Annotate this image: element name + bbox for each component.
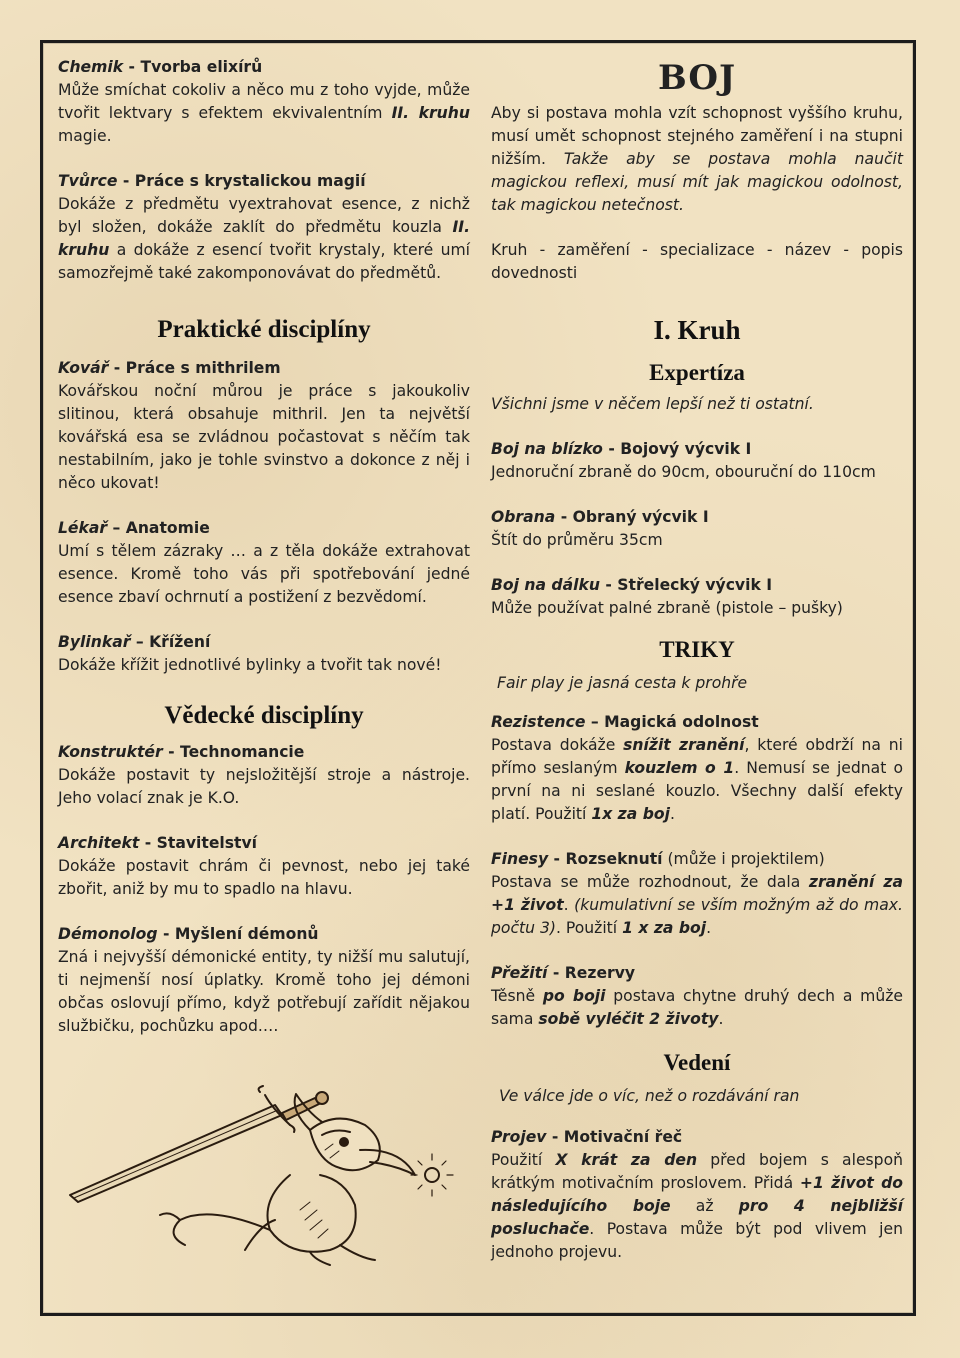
skill-name: Práce s mithrilem <box>125 359 281 377</box>
role-name: Finesy <box>491 850 549 868</box>
text-part: postava chytne druhý dech a může sama <box>491 987 903 1028</box>
text-part: . Použití <box>555 919 623 937</box>
role-name: Přežití <box>491 964 548 982</box>
expertiza-title: Expertíza <box>649 360 745 385</box>
text-part: . <box>706 919 712 937</box>
entry-text: Může používat palné zbraně (pistole – pušky) <box>491 599 843 617</box>
expertiza-motto: Všichni jsme v něčem lepší než ti ostatní. <box>491 395 814 413</box>
section-title-prakticke: Praktické disciplíny <box>157 316 371 343</box>
entry-chemik: Chemik - Tvorba elixírů Může smíchat cokoliv a něco mu z toho vyjde, může tvořit lektvary s efektem ekvivalentním II. kruhu magie. <box>58 56 470 148</box>
text-emphasis: 1x za boj <box>591 805 670 823</box>
role-name: Tvůrce <box>58 172 118 190</box>
entry-bylinkar: Bylinkař – Křížení Dokáže křížit jednotlivé bylinky a tvořit tak nové! <box>58 631 470 677</box>
role-name: Chemik <box>58 58 124 76</box>
entry-boj-na-dalku: Boj na dálku - Střelecký výcvik I Může používat palné zbraně (pistole – pušky) <box>491 574 903 620</box>
text-part: Může smíchat cokoliv a něco mu z toho vyjde, může tvořit lektvary s efektem ekvivalentním <box>58 81 470 122</box>
entry-text: Kovářskou noční můrou je práce s jakoukoliv slitinou, která obsahuje mithril. Jen ta největší kovářská esa se zvládnou počastovat s něčím tak nestabilním, jako je tohle svinstvo a dokonce z něj i něco ukovat! <box>58 382 470 492</box>
role-name: Boj na blízko <box>491 440 603 458</box>
role-name: Rezistence <box>491 713 586 731</box>
entry-rezistence: Rezistence – Magická odolnost Postava dokáže snížit zranění, které obdrží na ni přímo seslaným kouzlem o 1. Nemusí se jednat o první na ni seslané kouzlo. Všechny další efekty platí. Použití 1x za boj. <box>491 711 903 826</box>
skill-name: Rezervy <box>564 964 636 982</box>
text-part: Postava se může rozhodnout, že dala <box>491 873 809 891</box>
entry-konstrukter: Konstruktér - Technomancie Dokáže postavit ty nejsložitější stroje a nástroje. Jeho volací znak je K.O. <box>58 741 470 810</box>
entry-text <box>491 871 903 940</box>
legend-text: Kruh - zaměření - specializace - název - popis dovednosti <box>491 241 903 282</box>
entry-projev: Projev - Motivační řeč Použití X krát za den před bojem s alespoň krátkým motivačním proslovem. Přidá +1 život do následujícího boje až pro 4 nejbližší posluchače. Postava může být pod vlivem jen jednoho projevu. <box>491 1126 903 1264</box>
entry-text <box>491 985 903 1031</box>
triky-motto: Fair play je jasná cesta k prohře <box>497 674 748 692</box>
role-name: Konstruktér <box>58 743 163 761</box>
skill-name: Práce s krystalickou magií <box>134 172 366 190</box>
vedeni-motto: Ve válce jde o víc, než o rozdávání ran <box>499 1087 800 1105</box>
page-title-boj: BOJ <box>657 58 737 98</box>
entry-text: Dokáže postavit ty nejsložitější stroje a nástroje. Jeho volací znak je K.O. <box>58 766 470 807</box>
text-part: před bojem s alespoň krátkým motivačním proslovem. Přidá <box>491 1151 903 1192</box>
text-part: . <box>563 896 575 914</box>
text-emphasis: zranění za +1 život <box>491 873 903 914</box>
text-part: magie. <box>58 127 112 145</box>
entry-boj-na-blizko: Boj na blízko - Bojový výcvik I Jednoruční zbraně do 90cm, obouruční do 110cm <box>491 438 903 484</box>
text-part: . <box>669 805 675 823</box>
text-emphasis: snížit zranění <box>623 736 745 754</box>
text-emphasis: II. kruhu <box>58 218 470 259</box>
vedeni-title: Vedení <box>663 1050 731 1075</box>
role-name: Lékař <box>58 519 108 537</box>
skill-name: Motivační řeč <box>563 1128 683 1146</box>
skill-name: Technomancie <box>180 743 305 761</box>
entry-text: Dokáže postavit chrám či pevnost, nebo jej také zbořit, aniž by mu to spadlo na hlavu. <box>58 857 470 898</box>
triky-title: TRIKY <box>659 637 735 662</box>
right-column <box>491 58 903 1286</box>
entry-text <box>58 79 470 148</box>
warrior-sketch-illustration <box>60 1080 460 1270</box>
skill-name: Bojový výcvik I <box>620 440 752 458</box>
entry-kovar: Kovář - Práce s mithrilem Kovářskou noční můrou je práce s jakoukoliv slitinou, která obsahuje mithril. Jen ta největší kovářská esa se zvládnou počastovat s něčím tak nestabilním, jako je tohle svinstvo a dokonce z něj i něco ukovat! <box>58 357 470 495</box>
text-emphasis: X krát za den <box>555 1151 698 1169</box>
text-emphasis: po boji <box>542 987 606 1005</box>
text-part: . Postava může být pod vlivem jen jednoho projevu. <box>491 1220 903 1261</box>
text-part: Použití <box>491 1151 556 1169</box>
role-name: Obrana <box>491 508 556 526</box>
entry-preziti: Přežití - Rezervy Těsně po boji postava chytne druhý dech a může sama sobě vyléčit 2 životy. <box>491 962 903 1031</box>
text-part: . <box>718 1010 724 1028</box>
text-emphasis: pro 4 nejbližší posluchače <box>491 1197 903 1238</box>
entry-demonolog: Démonolog - Myšlení démonů Zná i nejvyšší démonické entity, ty nižší mu salutují, ti nejmenší nosí úplatky. Kromě toho jej démoni občas oslovují přímo, když potřebují zařídit nějakou službičku, pochůzku apod.… <box>58 923 470 1038</box>
text-part: . Nemusí se jednat o první na ni seslané kouzlo. Všechny další efekty platí. Použití <box>491 759 903 823</box>
entry-tvurce: Tvůrce - Práce s krystalickou magií Dokáže z předmětu vyextrahovat esence, z nichž byl složen, dokáže zaklít do předmětu kouzla II. kruhu a dokáže z esencí tvořit krystaly, které umí samozřejmě také zakomponovávat do předmětů. <box>58 170 470 285</box>
entry-text <box>491 734 903 826</box>
skill-name: Magická odolnost <box>604 713 759 731</box>
skill-name: Stavitelství <box>156 834 257 852</box>
text-emphasis: kouzlem o 1 <box>624 759 735 777</box>
entry-text: Dokáže křížit jednotlivé bylinky a tvořit tak nové! <box>58 656 442 674</box>
section-title-vedecke: Vědecké disciplíny <box>164 702 364 729</box>
skill-name: Rozseknutí <box>565 850 663 868</box>
entry-text <box>491 1149 903 1264</box>
entry-text: Zná i nejvyšší démonické entity, ty nižší mu salutují, ti nejmenší nosí úplatky. Kromě toho jej démoni občas oslovují přímo, když potřebují zařídit nějakou službičku, pochůzku apod.… <box>58 948 470 1035</box>
entry-architekt: Architekt - Stavitelství Dokáže postavit chrám či pevnost, nebo jej také zbořit, aniž by mu to spadlo na hlavu. <box>58 832 470 901</box>
skill-name: Myšlení démonů <box>174 925 319 943</box>
entry-lekar: Lékař – Anatomie Umí s tělem zázraky … a z těla dokáže extrahovat esence. Kromě toho vás při spotřebování jedné esence zbaví ochrnutí a postižení z bezvědomí. <box>58 517 470 609</box>
skill-name: Křížení <box>149 633 211 651</box>
intro-text: Aby si postava mohla vzít schopnost vyššího kruhu, musí umět schopnost stejného zaměření i na stupni nižším. <box>491 104 903 168</box>
role-name: Boj na dálku <box>491 576 600 594</box>
entry-text: Štít do průměru 35cm <box>491 531 663 549</box>
kruh-title: I. Kruh <box>653 315 741 345</box>
text-part: , které obdrží na ni přímo seslaným <box>491 736 903 777</box>
role-name: Kovář <box>58 359 109 377</box>
text-emphasis: II. kruhu <box>391 104 470 122</box>
skill-name: Anatomie <box>125 519 210 537</box>
entry-text: Jednoruční zbraně do 90cm, obouruční do 110cm <box>491 463 876 481</box>
skill-name: Střelecký výcvik I <box>617 576 773 594</box>
text-part: Dokáže z předmětu vyextrahovat esence, z nichž byl složen, dokáže zaklít do předmětu kouzla <box>58 195 470 236</box>
text-part: a dokáže z esencí tvořit krystaly, které umí samozřejmě také zakomponovávat do předmětů. <box>58 241 470 282</box>
text-part: Postava dokáže <box>491 736 624 754</box>
skill-note: (může i projektilem) <box>662 850 825 868</box>
role-name: Projev <box>491 1128 547 1146</box>
boj-intro <box>491 102 903 217</box>
entry-finesy: Finesy - Rozseknutí (může i projektilem) Postava se může rozhodnout, že dala zranění za +1 život. (kumulativní se vším možným až do max. počtu 3). Použití 1 x za boj. <box>491 848 903 940</box>
entry-text <box>58 193 470 285</box>
text-italic: (kumulativní se vším možným až do max. počtu 3) <box>491 896 903 937</box>
skill-name: Tvorba elixírů <box>140 58 263 76</box>
text-emphasis: sobě vyléčit 2 životy <box>538 1010 719 1028</box>
text-part: až <box>670 1197 739 1215</box>
text-part: Těsně <box>491 987 543 1005</box>
entry-text: Umí s tělem zázraky … a z těla dokáže extrahovat esence. Kromě toho vás při spotřebování jedné esence zbaví ochrnutí a postižení z bezvědomí. <box>58 542 470 606</box>
text-emphasis: 1 x za boj <box>622 919 707 937</box>
text-emphasis: +1 život do následujícího boje <box>491 1174 903 1215</box>
entry-obrana: Obrana - Obraný výcvik I Štít do průměru 35cm <box>491 506 903 552</box>
skill-name: Obraný výcvik I <box>572 508 709 526</box>
role-name: Bylinkař <box>58 633 131 651</box>
role-name: Démonolog <box>58 925 158 943</box>
intro-italic-text: Takže aby se postava mohla naučit magickou reflexi, musí mít jak magickou odolnost, tak magickou netečnost. <box>491 150 903 214</box>
role-name: Architekt <box>58 834 140 852</box>
left-column <box>58 56 470 1060</box>
